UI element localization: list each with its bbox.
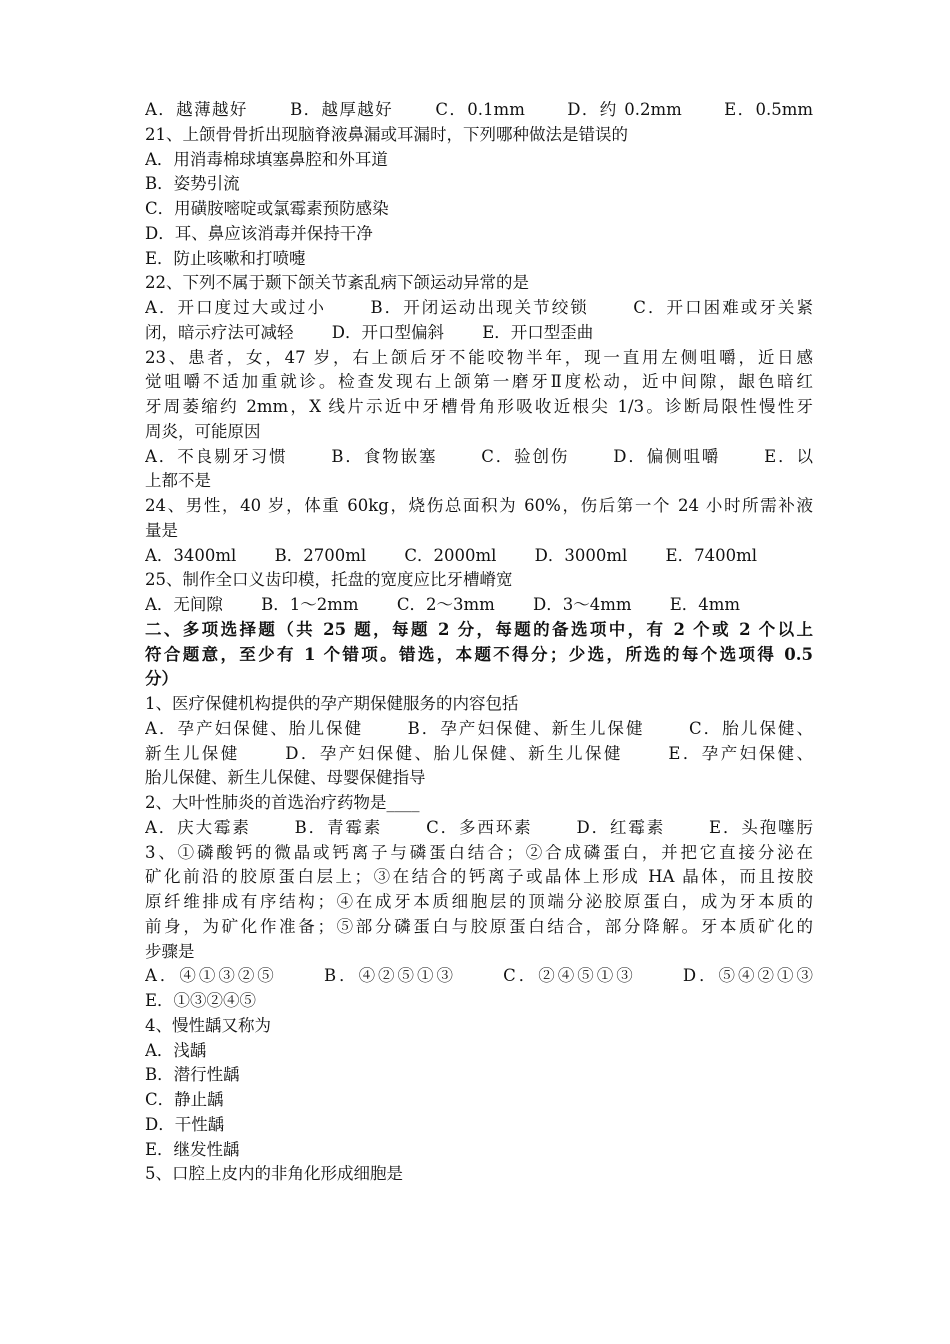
text-line: C．用磺胺嘧啶或氯霉素预防感染 bbox=[145, 199, 389, 218]
text-line: A．越薄越好 B．越厚越好 C．0.1mm D．约 0.2mm E．0.5mm bbox=[145, 100, 813, 119]
text-line: 量是 bbox=[145, 520, 178, 540]
text-line: 周炎，可能原因 bbox=[145, 421, 261, 441]
text-line: E．①③②④⑤ bbox=[145, 991, 257, 1010]
text-line: 觉咀嚼不适加重就诊。检查发现右上颌第一磨牙Ⅱ度松动，近中间隙，龈色暗红 bbox=[145, 372, 813, 392]
text-line: 21、上颌骨骨折出现脑脊液鼻漏或耳漏时，下列哪种做法是错误的 bbox=[145, 124, 628, 144]
text-line: 2、大叶性肺炎的首选治疗药物是____ bbox=[145, 793, 420, 812]
text-line: A．不良剔牙习惯 B．食物嵌塞 C．验创伤 D．偏侧咀嚼 E．以 bbox=[145, 446, 813, 466]
text-line: 前身，为矿化作准备；⑤部分磷蛋白与胶原蛋白结合，部分降解。牙本质矿化的 bbox=[145, 916, 813, 936]
text-line: E．继发性龋 bbox=[145, 1139, 240, 1159]
text-line: 牙周萎缩约 2mm，X 线片示近中牙槽骨角形吸收近根尖 1/3。诊断局限性慢性牙 bbox=[145, 397, 813, 416]
text-line: A．孕产妇保健、胎儿保健 B．孕产妇保健、新生儿保健 C．胎儿保健、 bbox=[145, 718, 813, 738]
document-body bbox=[145, 98, 813, 1187]
text-line: A．浅龋 bbox=[145, 1040, 207, 1060]
text-line: A．无间隙 B．1～2mm C．2～3mm D．3～4mm E．4mm bbox=[145, 595, 741, 614]
text-line: 闭，暗示疗法可减轻 D．开口型偏斜 E．开口型歪曲 bbox=[145, 322, 594, 342]
text-line: 22、下列不属于颞下颌关节紊乱病下颌运动异常的是 bbox=[145, 273, 529, 293]
text-line: 5、口腔上皮内的非角化形成细胞是 bbox=[145, 1164, 403, 1184]
text-line: 胎儿保健、新生儿保健、母婴保健指导 bbox=[145, 768, 426, 788]
text-line: A．开口度过大或过小 B．开闭运动出现关节绞锁 C．开口困难或牙关紧 bbox=[145, 298, 813, 317]
text-line: A．3400ml B．2700ml C．2000ml D．3000ml E．7400ml bbox=[145, 545, 757, 565]
text-line: C．静止龋 bbox=[145, 1090, 224, 1109]
section-heading-line: 二、多项选择题（共 25 题，每题 2 分，每题的备选项中，有 2 个或 2 个以上 bbox=[145, 619, 813, 639]
text-line: A．用消毒棉球填塞鼻腔和外耳道 bbox=[145, 149, 388, 169]
text-line: 23、患者，女，47 岁，右上颌后牙不能咬物半年，现一直用左侧咀嚼，近日感 bbox=[145, 347, 813, 367]
text-line: 3、①磷酸钙的微晶或钙离子与磷蛋白结合；②合成磷蛋白，并把它直接分泌在 bbox=[145, 842, 813, 862]
text-line: 25、制作全口义齿印模，托盘的宽度应比牙槽嵴宽 bbox=[145, 570, 513, 590]
text-line: 原纤维排成有序结构；④在成牙本质细胞层的顶端分泌胶原蛋白，成为牙本质的 bbox=[145, 892, 813, 911]
text-line: B．姿势引流 bbox=[145, 174, 240, 194]
text-line: 新生儿保健 D．孕产妇保健、胎儿保健、新生儿保健 E．孕产妇保健、 bbox=[145, 743, 813, 763]
section-heading-line: 分） bbox=[145, 669, 178, 689]
text-line: 4、慢性龋又称为 bbox=[145, 1015, 271, 1035]
text-line: D．干性龋 bbox=[145, 1114, 225, 1134]
section-heading-line: 符合题意，至少有 1 个错项。错选，本题不得分；少选，所选的每个选项得 0.5 bbox=[145, 644, 813, 664]
text-line: B．潜行性龋 bbox=[145, 1065, 240, 1085]
text-line: E．防止咳嗽和打喷嚏 bbox=[145, 248, 306, 268]
text-line: 步骤是 bbox=[145, 941, 195, 961]
text-line: 矿化前沿的胶原蛋白层上；③在结合的钙离子或晶体上形成 HA 晶体，而且按胶 bbox=[145, 867, 813, 887]
text-line: A．庆大霉素 B．青霉素 C．多西环素 D．红霉素 E．头孢噻肟 bbox=[145, 817, 813, 837]
text-line: 上都不是 bbox=[145, 471, 211, 491]
text-line: A．④①③②⑤ B．④②⑤①③ C．②④⑤①③ D．⑤④②①③ bbox=[145, 966, 813, 986]
text-line: D．耳、鼻应该消毒并保持干净 bbox=[145, 223, 373, 243]
text-line: 24、男性，40 岁，体重 60kg，烧伤总面积为 60%，伤后第一个 24 小时所需补液 bbox=[145, 496, 813, 515]
text-line: 1、医疗保健机构提供的孕产期保健服务的内容包括 bbox=[145, 694, 519, 713]
